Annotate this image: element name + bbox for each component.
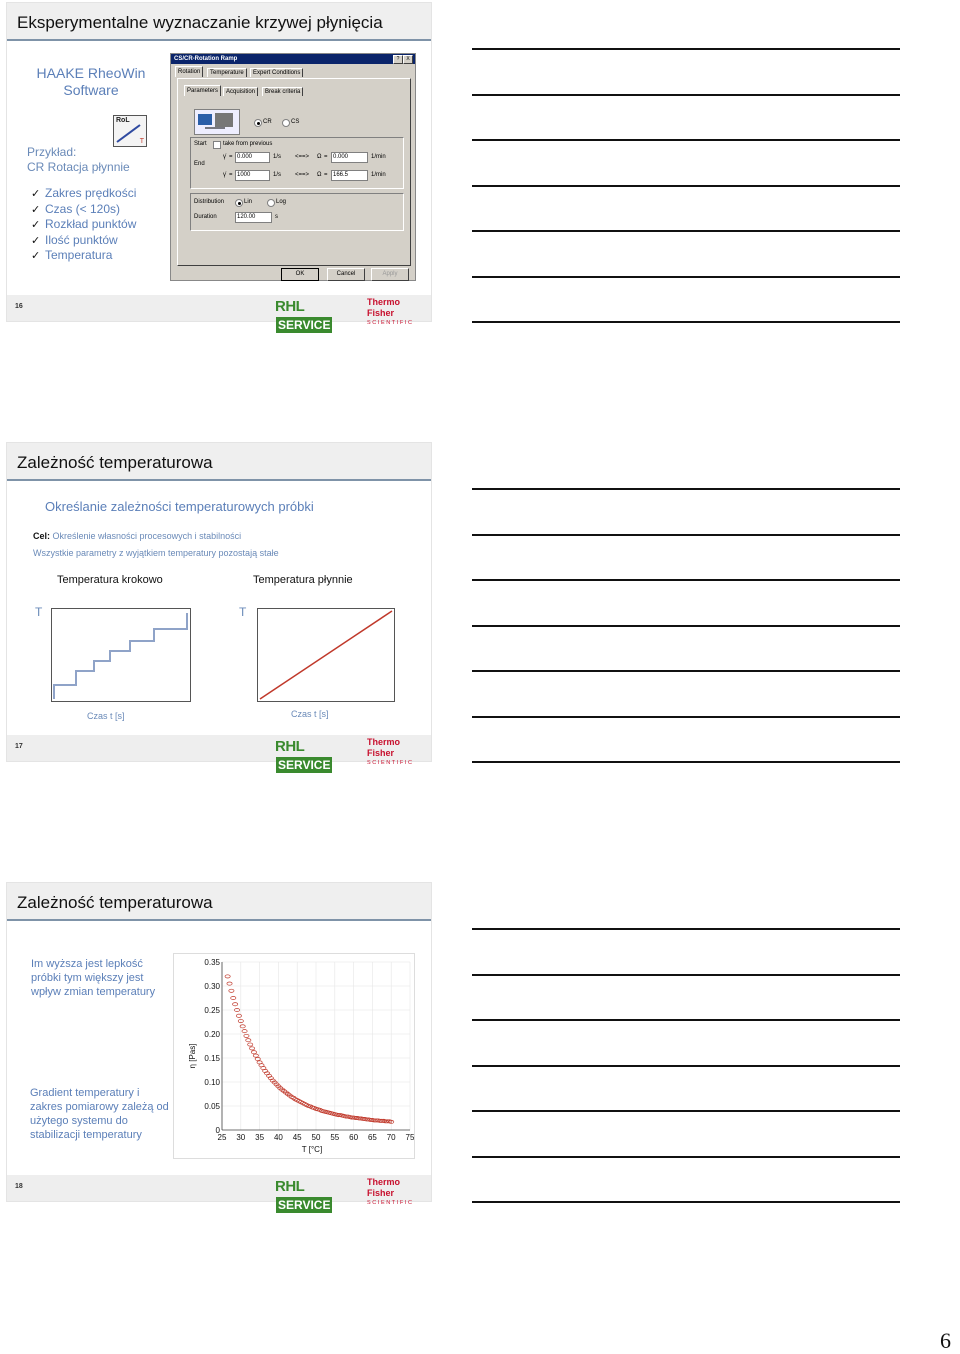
start-omega-unit: 1/min bbox=[371, 154, 386, 160]
tab-acquisition[interactable]: Acquisition bbox=[223, 87, 258, 96]
x-tick-label: 60 bbox=[349, 1133, 359, 1142]
gamma-start-symbol: γ̇ bbox=[223, 154, 226, 160]
notes-line bbox=[472, 670, 900, 672]
data-point bbox=[246, 1039, 251, 1042]
checklist-label: Temperatura bbox=[45, 248, 113, 262]
rotation-ramp-dialog bbox=[170, 53, 416, 281]
distribution-group bbox=[190, 193, 404, 231]
x-tick-label: 45 bbox=[292, 1133, 302, 1142]
tab-parameters[interactable]: Parameters bbox=[184, 85, 221, 96]
logo-rhl-text: RHL bbox=[275, 1178, 305, 1195]
example-line-1: Przykład: bbox=[27, 145, 77, 159]
slide-number: 17 bbox=[15, 743, 23, 750]
conversion-arrow: <==> bbox=[295, 154, 310, 160]
log-radio[interactable] bbox=[267, 199, 275, 207]
icon-label-bottom: T bbox=[139, 138, 144, 145]
device-image bbox=[194, 109, 240, 135]
chart-points bbox=[225, 975, 394, 1124]
omega-start-symbol: Ω bbox=[317, 154, 322, 160]
data-point bbox=[253, 1054, 258, 1057]
lin-label: Lin bbox=[244, 199, 253, 205]
notes-line bbox=[472, 1065, 900, 1067]
slide-title: Zależność temperaturowa bbox=[17, 893, 213, 912]
x-tick-label: 65 bbox=[367, 1133, 377, 1142]
dialog-title: CS/CR-Rotation Ramp bbox=[174, 56, 238, 62]
end-rate-input[interactable]: 1000 bbox=[235, 170, 270, 181]
chart-axes bbox=[204, 958, 414, 1142]
step-temperature-graph bbox=[51, 608, 191, 702]
end-omega-input[interactable]: 166.5 bbox=[331, 170, 368, 181]
logo-rhl-text: RHL bbox=[275, 298, 305, 315]
y-tick-label: 0.35 bbox=[204, 958, 220, 967]
notes-line bbox=[472, 928, 900, 930]
y-tick-label: 0.15 bbox=[204, 1054, 220, 1063]
thermo-fisher-logo bbox=[367, 297, 429, 326]
notes-line bbox=[472, 579, 900, 581]
check-icon: ✓ bbox=[31, 188, 41, 200]
slide-title: Zależność temperaturowa bbox=[17, 453, 213, 472]
tab-expert-conditions[interactable]: Expert Conditions bbox=[250, 68, 303, 77]
check-icon: ✓ bbox=[31, 250, 41, 262]
check-icon: ✓ bbox=[31, 234, 41, 247]
tab-break-criteria[interactable]: Break criteria bbox=[262, 87, 303, 96]
tab-temperature[interactable]: Temperature bbox=[207, 68, 247, 77]
checklist-label: Zakres prędkości bbox=[45, 186, 137, 200]
notes-line bbox=[472, 48, 900, 50]
log-label: Log bbox=[276, 199, 287, 205]
y-tick-label: 0.30 bbox=[204, 982, 220, 991]
goal-text: Określenie własności procesowych i stabilności bbox=[50, 531, 242, 541]
slide-footer bbox=[7, 735, 431, 772]
start-rate-unit: 1/s bbox=[273, 154, 282, 160]
cs-label: CS bbox=[291, 119, 300, 125]
omega-end-symbol: Ω bbox=[317, 172, 322, 178]
logo-service-text: SERVICE bbox=[278, 758, 331, 772]
checklist-label: Czas (< 120s) bbox=[45, 201, 121, 216]
notes-line bbox=[472, 1019, 900, 1021]
end-label: End bbox=[194, 161, 205, 167]
data-point bbox=[233, 1003, 238, 1006]
example-text bbox=[27, 145, 130, 175]
slide-footer bbox=[7, 1175, 431, 1212]
data-point bbox=[225, 975, 230, 978]
x-axis-label: T [°C] bbox=[301, 1145, 323, 1154]
x-tick-label: 50 bbox=[311, 1133, 321, 1142]
x-tick-label: 40 bbox=[273, 1133, 283, 1142]
checklist-item bbox=[31, 233, 136, 249]
step-temperature-line bbox=[54, 613, 187, 699]
apply-button[interactable]: Apply bbox=[371, 268, 409, 281]
notes-line bbox=[472, 716, 900, 718]
checklist-item bbox=[31, 217, 136, 233]
notes-line bbox=[472, 488, 900, 490]
rhl-service-logo bbox=[275, 298, 357, 332]
logo-tf-top: Thermo Fisher bbox=[367, 1177, 401, 1198]
viscosity-text: Im wyższa jest lepkość próbki tym większy jest wpływ zmian temperatury bbox=[31, 958, 156, 998]
notes-line bbox=[472, 534, 900, 536]
duration-unit: s bbox=[275, 214, 278, 220]
tab-panel bbox=[177, 78, 411, 266]
y-tick-label: 0.05 bbox=[204, 1102, 220, 1111]
slide-title-bar bbox=[7, 883, 431, 921]
thermo-fisher-logo bbox=[367, 737, 429, 766]
eq-sign: = bbox=[324, 172, 328, 178]
data-point bbox=[244, 1034, 249, 1037]
page-number: 6 bbox=[940, 1328, 951, 1353]
notes-line bbox=[472, 230, 900, 232]
slide-title-bar bbox=[7, 3, 431, 41]
take-from-previous-checkbox[interactable] bbox=[213, 141, 221, 149]
checklist-item bbox=[31, 248, 136, 264]
notes-line bbox=[472, 974, 900, 976]
checklist-label: Ilość punktów bbox=[45, 232, 118, 247]
constant-params-note: Wszystkie parametry z wyjątkiem temperatury pozostają stałe bbox=[33, 548, 279, 558]
eq-sign: = bbox=[229, 172, 233, 178]
notes-line bbox=[472, 1110, 900, 1112]
logo-tf-top: Thermo Fisher bbox=[367, 297, 401, 318]
logo-service-text: SERVICE bbox=[278, 1198, 331, 1212]
data-point bbox=[249, 1047, 254, 1050]
duration-input[interactable]: 120.00 bbox=[235, 212, 272, 223]
chart-svg bbox=[174, 954, 414, 1158]
slide-number: 18 bbox=[15, 1183, 23, 1190]
slide-subtitle: Określanie zależności temperaturowych próbki bbox=[45, 499, 314, 514]
software-name bbox=[7, 65, 175, 99]
check-icon: ✓ bbox=[31, 203, 41, 216]
logo-tf-bottom: SCIENTIFIC bbox=[367, 320, 414, 326]
y-tick-label: 0.25 bbox=[204, 1006, 220, 1015]
step-heading: Temperatura krokowo bbox=[57, 574, 163, 586]
cs-radio[interactable] bbox=[282, 119, 290, 127]
notes-line bbox=[472, 625, 900, 627]
axis-label-t-right: T bbox=[239, 605, 247, 619]
conversion-arrow: <==> bbox=[295, 172, 310, 178]
start-rate-input[interactable]: 0.000 bbox=[235, 152, 270, 163]
continuous-temperature-graph bbox=[257, 608, 395, 702]
end-omega-unit: 1/min bbox=[371, 172, 386, 178]
slide-title-bar bbox=[7, 443, 431, 481]
notes-line bbox=[472, 276, 900, 278]
cr-label: CR bbox=[263, 119, 272, 125]
slide-17 bbox=[6, 442, 432, 772]
data-point bbox=[242, 1030, 247, 1033]
x-tick-label: 35 bbox=[255, 1133, 265, 1142]
logo-tf-bottom: SCIENTIFIC bbox=[367, 1200, 414, 1206]
goal-label: Cel: bbox=[33, 531, 51, 541]
goal-line bbox=[33, 531, 241, 541]
notes-line bbox=[472, 1156, 900, 1158]
data-point bbox=[227, 982, 232, 985]
distribution-label: Distribution bbox=[194, 199, 225, 205]
help-button[interactable]: ? bbox=[393, 55, 403, 64]
check-icon: ✓ bbox=[31, 219, 41, 231]
icon-label-top: RoL bbox=[116, 117, 130, 124]
x-tick-label: 70 bbox=[386, 1133, 396, 1142]
y-tick-label: 0.20 bbox=[204, 1030, 220, 1039]
x-tick-label: 25 bbox=[217, 1133, 227, 1142]
example-line-2: CR Rotacja płynnie bbox=[27, 160, 130, 174]
slide-footer bbox=[7, 295, 431, 332]
eq-sign: = bbox=[229, 154, 233, 160]
checklist-label: Rozkład punktów bbox=[45, 217, 137, 231]
continuous-heading: Temperatura płynnie bbox=[253, 574, 353, 586]
checklist-item bbox=[31, 202, 136, 218]
y-tick-label: 0.10 bbox=[204, 1078, 220, 1087]
notes-line bbox=[472, 94, 900, 96]
close-button[interactable]: X bbox=[403, 55, 413, 64]
x-tick-label: 55 bbox=[330, 1133, 340, 1142]
rotation-icon bbox=[113, 115, 147, 147]
logo-tf-top: Thermo Fisher bbox=[367, 737, 401, 758]
cr-radio[interactable] bbox=[254, 119, 262, 127]
ok-button[interactable]: OK bbox=[281, 268, 319, 281]
end-rate-unit: 1/s bbox=[273, 172, 282, 178]
eq-sign: = bbox=[324, 154, 328, 160]
rhl-service-logo bbox=[275, 738, 357, 772]
x-tick-label: 75 bbox=[405, 1133, 414, 1142]
gamma-end-symbol: γ̇ bbox=[223, 172, 226, 178]
continuous-temperature-line bbox=[260, 611, 392, 699]
data-point bbox=[248, 1043, 253, 1046]
gradient-text: Gradient temperatury i zakres pomiarowy zależą od użytego systemu do stabilizacji temperatury bbox=[30, 1087, 169, 1141]
start-label: Start bbox=[194, 141, 207, 147]
thermo-fisher-logo bbox=[367, 1177, 429, 1206]
slide-18 bbox=[6, 882, 432, 1212]
x-tick-label: 30 bbox=[236, 1133, 246, 1142]
y-axis-label: η [Pas] bbox=[188, 1043, 197, 1069]
axis-label-t-left: T bbox=[35, 605, 43, 619]
slide-16 bbox=[6, 2, 432, 332]
notes-line bbox=[472, 761, 900, 763]
logo-rhl-text: RHL bbox=[275, 738, 305, 755]
notes-line bbox=[472, 139, 900, 141]
lin-radio[interactable] bbox=[235, 199, 243, 207]
slide-title: Eksperymentalne wyznaczanie krzywej płynięcia bbox=[17, 13, 383, 32]
viscosity-temperature-chart bbox=[173, 953, 415, 1159]
axis-label-time-left: Czas t [s] bbox=[87, 711, 125, 721]
logo-service-text: SERVICE bbox=[278, 318, 331, 332]
logo-tf-bottom: SCIENTIFIC bbox=[367, 760, 414, 766]
axis-label-time-right: Czas t [s] bbox=[291, 709, 329, 719]
data-point bbox=[231, 996, 236, 999]
range-group bbox=[190, 137, 404, 189]
notes-line bbox=[472, 321, 900, 323]
checklist-item bbox=[31, 186, 136, 202]
start-omega-input[interactable]: 0.000 bbox=[331, 152, 368, 163]
data-point bbox=[251, 1051, 256, 1054]
software-line-1: HAAKE RheoWin bbox=[36, 65, 146, 81]
parameter-checklist bbox=[31, 186, 136, 264]
y-tick-label: 0 bbox=[215, 1126, 220, 1135]
tab-rotation[interactable]: Rotation bbox=[175, 66, 203, 77]
software-line-2: Software bbox=[63, 82, 119, 98]
cancel-button[interactable]: Cancel bbox=[327, 268, 365, 281]
notes-line bbox=[472, 185, 900, 187]
rhl-service-logo bbox=[275, 1178, 357, 1212]
duration-label: Duration bbox=[194, 214, 217, 220]
take-from-previous-label: take from previous bbox=[223, 141, 273, 147]
slide-number: 16 bbox=[15, 303, 23, 310]
data-point bbox=[229, 989, 234, 992]
dialog-titlebar bbox=[171, 54, 415, 64]
notes-line bbox=[472, 1201, 900, 1203]
